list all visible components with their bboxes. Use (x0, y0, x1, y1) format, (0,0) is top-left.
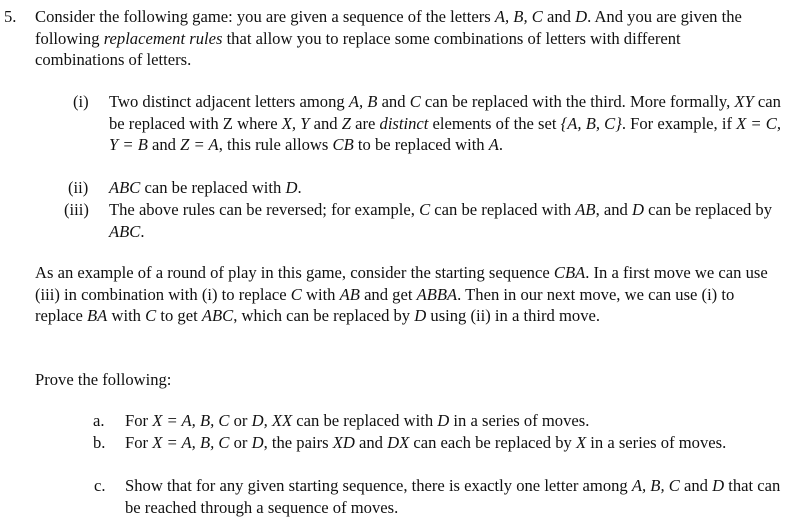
text-run: Two distinct adjacent letters among (109, 92, 349, 111)
math-expr: A, B (348, 92, 378, 111)
text-run: and (542, 7, 576, 26)
math-expr: C (145, 306, 157, 325)
emphasis-text: replacement rules (103, 28, 223, 48)
math-expr: A, B, C (631, 476, 680, 495)
text-run: can be replaced with Z where (109, 92, 781, 133)
text-run: can be replaced with the third. More formally, (420, 92, 735, 111)
math-expr: ABBA (416, 284, 458, 304)
math-expr: CBA (553, 263, 586, 282)
math-expr: XY (734, 92, 754, 111)
text-run: . And you are given the following (35, 7, 742, 48)
math-expr: D (631, 200, 644, 219)
task-b-text (125, 432, 765, 454)
math-expr: Z (341, 113, 351, 133)
text-run: can be replaced with (292, 411, 438, 430)
text-run: Show that for any given starting sequence, there is exactly one letter among (125, 476, 632, 495)
problem-number: 5. (4, 7, 17, 26)
math-expr: AB (575, 200, 596, 219)
math-expr: D (575, 7, 588, 26)
rule-i-text (109, 91, 781, 156)
math-expr: X = A, B, C (152, 411, 230, 430)
math-expr: X = C, Y = B (109, 113, 781, 154)
task-label-c: c. (94, 476, 106, 495)
math-expr: BA (87, 306, 108, 325)
task-label-a: a. (93, 411, 105, 430)
text-run: can be replaced by (643, 200, 773, 219)
math-expr: CB (332, 135, 354, 154)
math-expr: ABC (109, 178, 141, 197)
emphasis-text: distinct (379, 113, 429, 133)
text-run: . (297, 178, 302, 197)
text-run: in a series of moves. (449, 411, 590, 430)
text-run: and (309, 113, 342, 133)
text-run: . (498, 135, 504, 154)
text-run: , which can be replaced by (233, 306, 415, 325)
text-run: can be replaced with (430, 200, 576, 219)
math-expr: X, Y (281, 113, 310, 133)
text-run: The above rules can be reversed; for example, (109, 200, 420, 219)
math-expr: ABC (201, 306, 234, 325)
text-run: and (377, 92, 410, 111)
text-run: . (140, 221, 145, 241)
text-run: using (ii) in a third move. (426, 306, 600, 325)
math-expr: C (290, 284, 302, 304)
rule-iii-text (109, 199, 781, 242)
math-expr: D (712, 476, 725, 495)
math-expr: ABC (109, 221, 141, 241)
rule-label-i: (i) (73, 92, 89, 111)
text-run: . For example, if (621, 113, 737, 133)
text-run: , and (595, 200, 632, 219)
math-expr: AB (339, 284, 360, 304)
math-expr: D, XX (251, 411, 293, 430)
text-run: that allow you to replace some combinations of letters with different combinations of letters. (35, 28, 681, 69)
text-run: with (301, 284, 340, 304)
rule-label-ii: (ii) (68, 178, 89, 197)
text-run: or (229, 411, 252, 430)
text-run: , the pairs (263, 433, 333, 452)
math-expr: D (251, 433, 264, 452)
math-expr: D (437, 411, 450, 430)
problem-intro (35, 6, 765, 71)
prove-heading: Prove the following: (35, 370, 172, 389)
text-run: , this rule allows (218, 135, 333, 154)
math-expr: {A, B, C} (560, 113, 622, 133)
task-label-b: b. (93, 433, 106, 452)
rule-ii-text (109, 177, 781, 199)
text-run: that can be reached through a sequence of moves. (125, 476, 781, 517)
math-expr: A (488, 135, 499, 154)
text-run: For (125, 433, 153, 452)
task-a-text (125, 410, 785, 432)
text-run: in a series of moves. (586, 433, 727, 452)
text-run: to be replaced with (353, 135, 489, 154)
text-run: can each be replaced by (409, 433, 576, 452)
text-run: with (107, 306, 146, 325)
text-run: are (350, 113, 380, 133)
math-expr: C (409, 92, 421, 111)
math-expr: D (414, 306, 427, 325)
math-expr: XD (332, 433, 355, 452)
math-expr: Z = A (180, 135, 219, 154)
text-run: . In a first move we can use (iii) in combination with (i) to replace (35, 263, 768, 304)
text-run: to get (156, 306, 202, 325)
text-run: Consider the following game: you are given a sequence of the letters (35, 7, 495, 26)
example-paragraph (35, 262, 780, 327)
text-run: can be replaced with (140, 178, 286, 197)
task-c-text (125, 475, 787, 518)
text-run: and (354, 433, 388, 452)
text-run: or (229, 433, 252, 452)
math-expr: D (285, 178, 298, 197)
math-expr: C (419, 200, 431, 219)
text-run: As an example of a round of play in this game, consider the starting sequence (35, 263, 554, 282)
text-run: elements of the set (428, 113, 561, 133)
math-expr: DX (387, 433, 410, 452)
text-run: and get (359, 284, 417, 304)
math-expr: X (575, 433, 587, 452)
text-run: and (147, 135, 181, 154)
text-run: and (679, 476, 713, 495)
text-run: . Then in our next move, we can use (i) to replace (35, 284, 735, 325)
math-expr: A, B, C (494, 7, 543, 26)
text-run: For (125, 411, 153, 430)
rule-label-iii: (iii) (64, 200, 89, 219)
math-expr: X = A, B, C (152, 433, 230, 452)
